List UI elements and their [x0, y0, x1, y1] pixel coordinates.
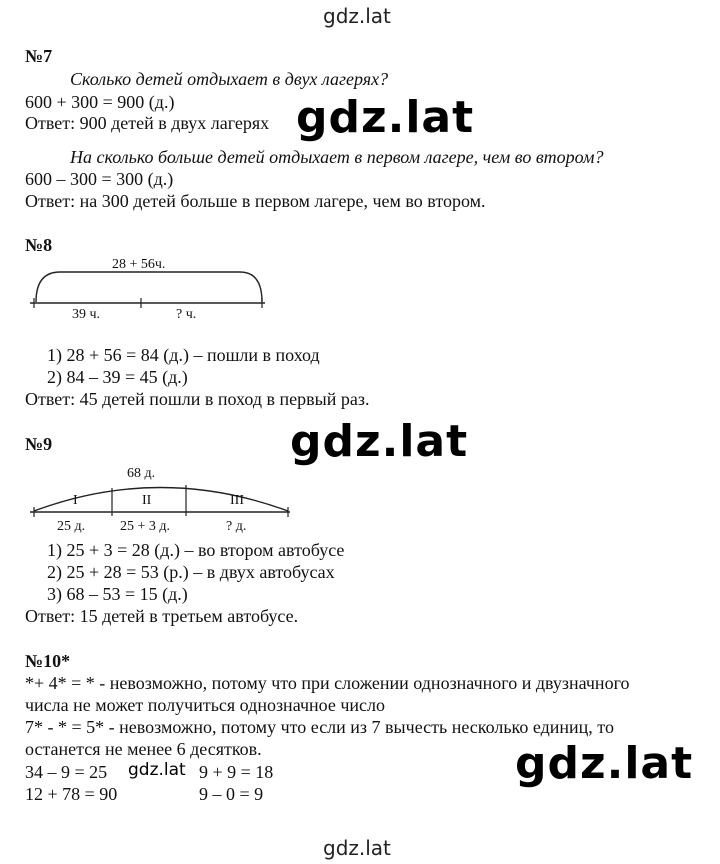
task10-eq3: 12 + 78 = 90: [25, 784, 118, 804]
task7-question2: На сколько больше детей отдыхает в первом лагере, чем во втором?: [70, 147, 604, 167]
task8-step1: 1) 28 + 56 = 84 (д.) – пошли в поход: [47, 345, 320, 365]
task9-val1: 25 д.: [57, 519, 86, 534]
task8-step2: 2) 84 – 39 = 45 (д.): [47, 367, 188, 387]
task9-seg3: III: [230, 493, 244, 508]
task10-heading: №10*: [25, 651, 71, 671]
watermark-top: gdz.lat: [323, 4, 391, 28]
watermark-large-2: gdz.lat: [290, 416, 469, 467]
task9-val3: ? д.: [226, 519, 247, 534]
task9-step2: 2) 25 + 28 = 53 (р.) – в двух автобусах: [47, 562, 335, 582]
task8-answer: Ответ: 45 детей пошли в поход в первый раз.: [25, 389, 370, 409]
task7-calc2: 600 – 300 = 300 (д.): [25, 169, 174, 189]
task8-top-label: 28 + 56ч.: [112, 257, 166, 272]
task7-answer1: Ответ: 900 детей в двух лагерях: [25, 113, 270, 133]
task9-seg2: II: [142, 493, 152, 508]
task9-step1: 1) 25 + 3 = 28 (д.) – во втором автобусе: [47, 540, 345, 560]
task9-val2: 25 + 3 д.: [120, 519, 171, 534]
task10-line3: 7* - * = 5* - невозможно, потому что если из 7 вычесть несколько единиц, то: [25, 717, 614, 737]
watermark-large-3: gdz.lat: [515, 738, 694, 789]
watermark-bottom: gdz.lat: [323, 836, 391, 860]
task7-calc1: 600 + 300 = 900 (д.): [25, 92, 175, 112]
task10-eq1: 34 – 9 = 25: [25, 762, 108, 782]
task8-right-label: ? ч.: [176, 307, 197, 322]
task7-question1: Сколько детей отдыхает в двух лагерях?: [70, 69, 389, 89]
task7-answer2: Ответ: на 300 детей больше в первом лагере, чем во втором.: [25, 191, 486, 211]
task9-heading: №9: [25, 434, 53, 454]
task10-eq2: 9 + 9 = 18: [199, 762, 274, 782]
task9-seg1: I: [73, 493, 78, 508]
task9-answer: Ответ: 15 детей в третьем автобусе.: [25, 606, 299, 626]
task10-eq4: 9 – 0 = 9: [199, 784, 264, 804]
task10-line4: останется не менее 6 десятков.: [25, 739, 262, 759]
task9-step3: 3) 68 – 53 = 15 (д.): [47, 584, 188, 604]
task10-line1: *+ 4* = * - невозможно, потому что при сложении однозначного и двузначного: [25, 673, 630, 693]
task10-line2: числа не может получиться однозначное число: [25, 695, 386, 715]
task8-heading: №8: [25, 235, 53, 255]
watermark-large-1: gdz.lat: [296, 92, 475, 143]
watermark-inline: gdz.lat: [128, 760, 186, 780]
task9-top-label: 68 д.: [127, 466, 156, 481]
task8-left-label: 39 ч.: [72, 307, 101, 322]
task7-heading: №7: [25, 46, 53, 66]
